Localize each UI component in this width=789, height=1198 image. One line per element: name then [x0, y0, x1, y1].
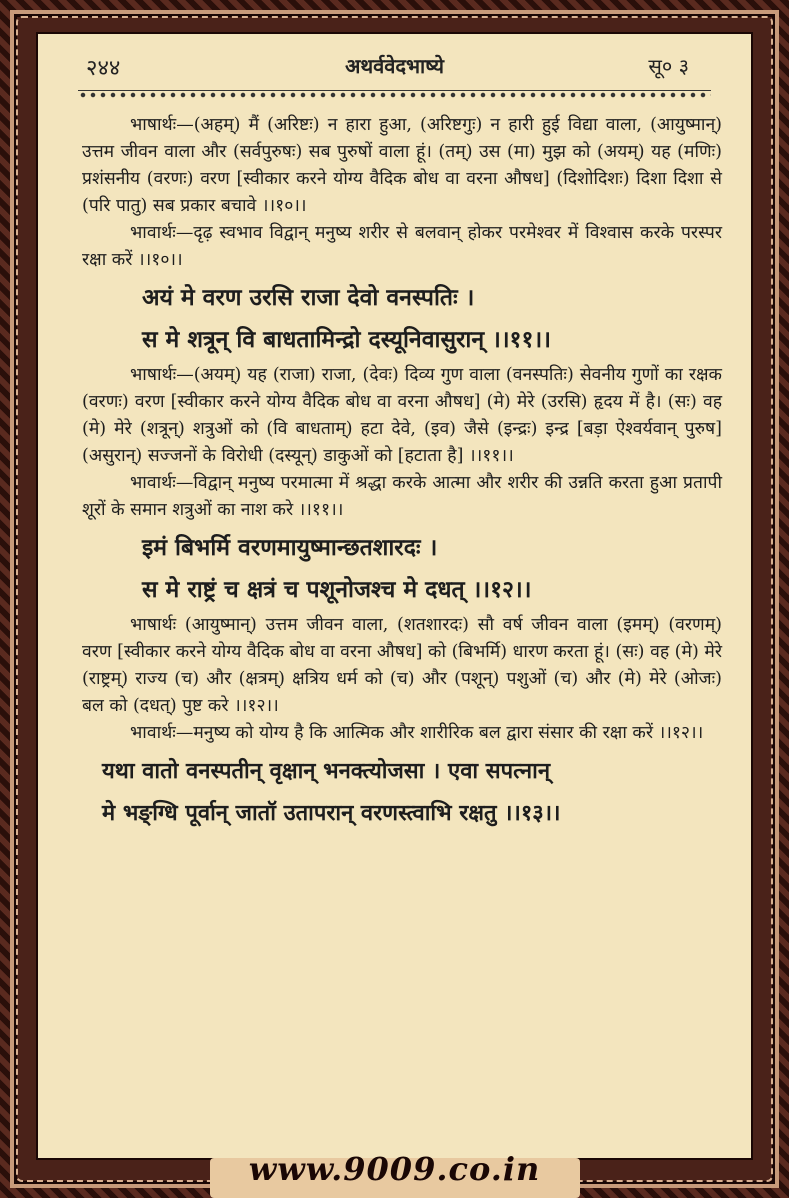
page-body [82, 112, 722, 835]
page-title: अथर्ववेदभाष्ये [345, 54, 444, 78]
page-number: २४४ [86, 56, 121, 81]
header-divider [78, 90, 711, 99]
bhavartha-10: भावार्थः—दृढ़ स्वभाव विद्वान् मनुष्य शरीर से बलवान् होकर परमेश्वर में विश्वास करके परस्पर रक्षा करें ।।१०।। [82, 223, 722, 270]
footer-url[interactable]: www.9009.co.in [248, 1150, 541, 1188]
book-page [36, 32, 753, 1160]
bhashartha-11: भाषार्थः—(अयम्) यह (राजा) राजा, (देवः) दिव्य गुण वाला (वनस्पतिः) सेवनीय गुणों का रक्षक (वरणः) वरण [स्वीकार करने योग्य वैदिक बोध वा वरना औषध] (मे) मेरे (उरसि) हृदय में है। (सः) वह (मे) मेरे (शत्रून्) शत्रुओं को (वि बाधताम्) हटा देवे, (इव) जैसे (इन्द्रः) इन्द्र [बड़ा ऐश्वर्यवान् पुरुष] (असुरान्) सज्जनों के विरोधी (दस्यून्) डाकुओं को [हटाता है] ।।११।। [82, 365, 722, 466]
sukta-number: सू० ३ [648, 54, 689, 78]
bhavartha-11: भावार्थः—विद्वान् मनुष्य परमात्मा में श्रद्धा करके आत्मा और शरीर की उन्नति करता हुआ प्रतापी शूरों के समान शत्रुओं का नाश करे ।।११।। [82, 473, 722, 520]
mantra-11-line1: अयं मे वरण उरसि राजा देवो वनस्पतिः । [142, 284, 475, 311]
bhashartha-10: भाषार्थः—(अहम्) मैं (अरिष्टः) न हारा हुआ, (अरिष्टगुः) न हारी हुई विद्या वाला, (आयुष्मान्) उत्तम जीवन वाला और (सर्वपुरुषः) सब पुरुषों वाला हूं। (तम्) उस (मा) मुझ को (अयम्) यह (मणिः) प्रशंसनीय (वरणः) वरण [स्वीकार करने योग्य वैदिक बोध वा वरना औषध] (दिशोदिशः) दिशा दिशा से (परि पातु) सब प्रकार बचावे ।।१०।। [82, 115, 722, 216]
mantra-11-line2: स मे शत्रून् वि बाधतामिन्द्रो दस्यूनिवासुरान् ।।११।। [142, 326, 551, 353]
page-header [38, 52, 751, 82]
mantra-13-line1: यथा वातो वनस्पतीन् वृक्षान् भनक्त्योजसा । एवा सपत्नान् [102, 758, 551, 784]
mantra-12-line1: इमं बिभर्मि वरणमायुष्मान्छतशारदः । [142, 534, 438, 561]
bhavartha-12: भावार्थः—मनुष्य को योग्य है कि आत्मिक और शारीरिक बल द्वारा संसार की रक्षा करें ।।१२।। [130, 723, 704, 743]
mantra-13-line2: मे भङ्ग्धि पूर्वान् जातॉ उतापरान् वरणस्त्वाभि रक्षतु ।।१३।। [102, 800, 561, 826]
mantra-12-line2: स मे राष्ट्रं च क्षत्रं च पशूनोजश्च मे दधत् ।।१२।। [142, 576, 532, 603]
bhashartha-12: भाषार्थः (आयुष्मान्) उत्तम जीवन वाला, (शतशारदः) सौ वर्ष जीवन वाला (इमम्) (वरणम्) वरण [स्वीकार करने योग्य वैदिक बोध वा वरना औषध] को (बिभर्मि) धारण करता हूं। (सः) वह (मे) मेरे (राष्ट्रम्) राज्य (च) और (क्षत्रम्) क्षत्रिय धर्म को (च) और (पशून्) पशुओं (च) और (मे) मेरे (ओजः) बल को (दधत्) पुष्ट करे ।।१२।। [82, 615, 722, 716]
